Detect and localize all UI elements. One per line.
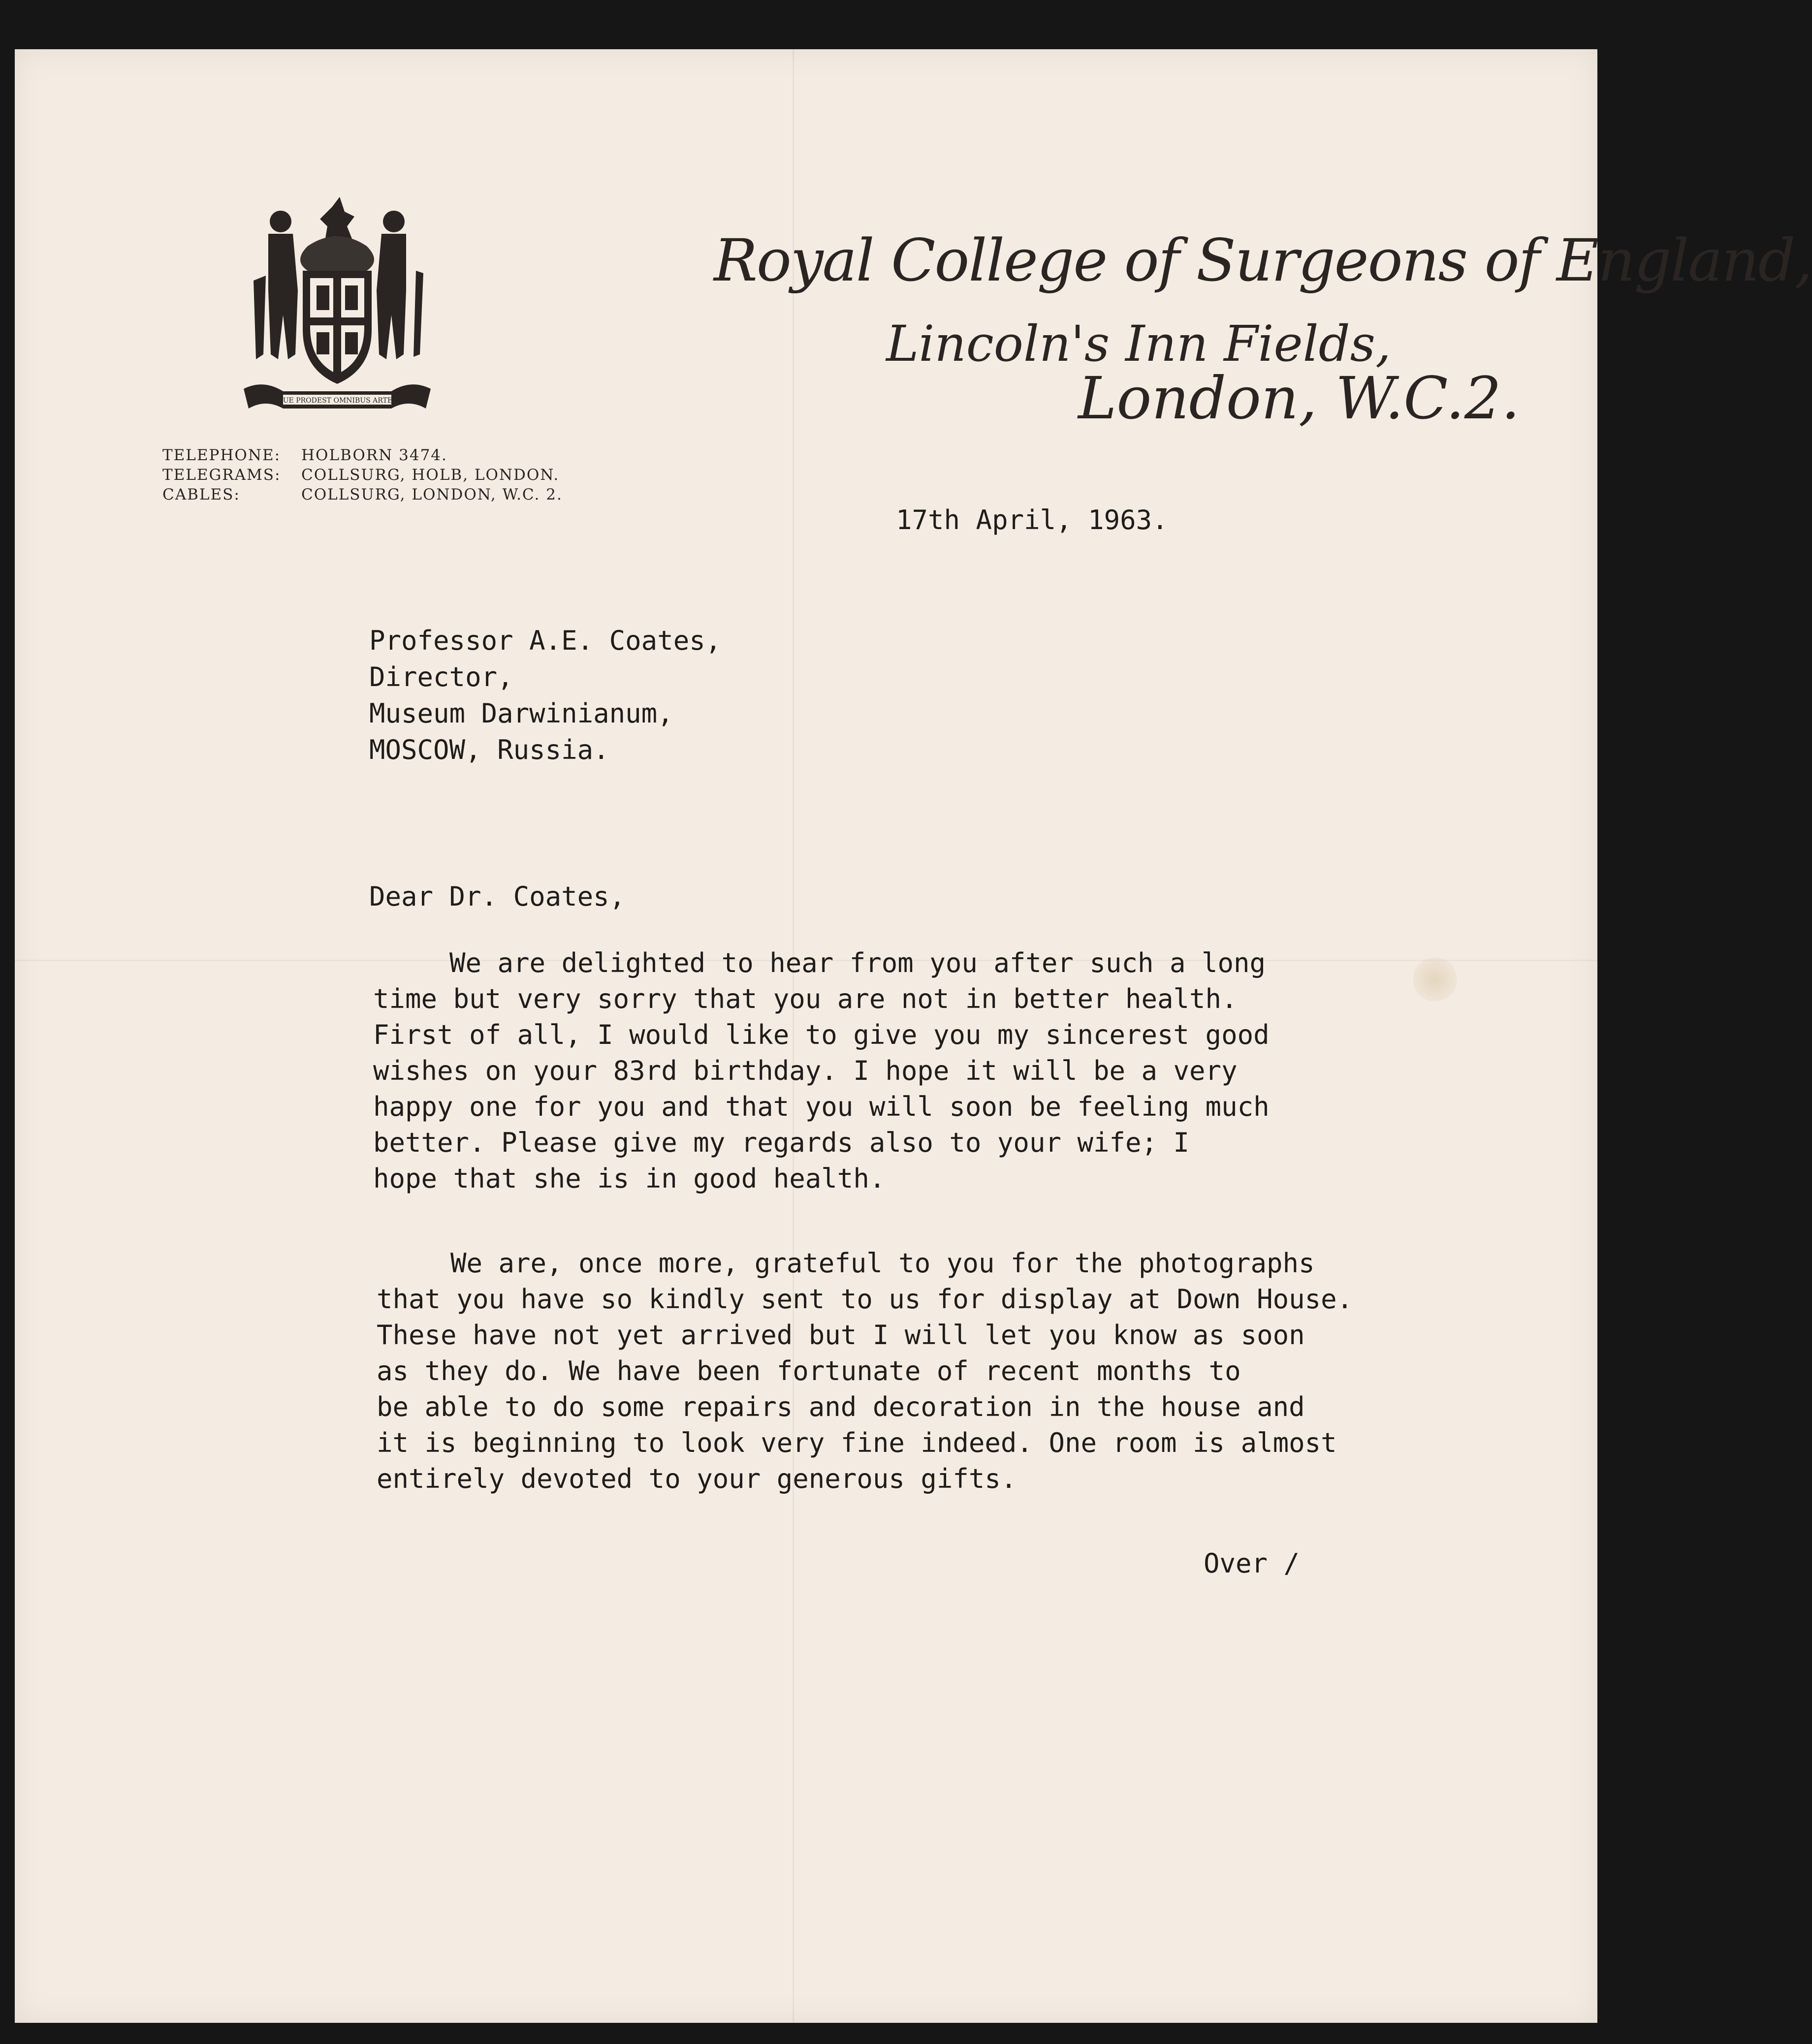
- contact-row-telegrams: [162, 465, 563, 485]
- paragraph-line: These have not yet arrived but I will let you know as soon: [377, 1320, 1305, 1351]
- contact-block: [162, 445, 563, 504]
- contact-value: HOLBORN 3474.: [301, 446, 447, 464]
- paragraph-line: We are delighted to hear from you after such a long: [449, 947, 1266, 978]
- paper-stain: [1413, 957, 1457, 1002]
- recipient-address: [369, 623, 721, 768]
- letterhead-line-3: London, W.C.2.: [1078, 364, 1520, 432]
- address-line: Museum Darwinianum,: [369, 698, 673, 729]
- over-marker: Over /: [1204, 1548, 1300, 1579]
- paragraph-2: [377, 1245, 1353, 1497]
- letter-date: 17th April, 1963.: [896, 504, 1168, 535]
- paragraph-line: wishes on your 83rd birthday. I hope it will be a very: [373, 1055, 1238, 1086]
- coat-of-arms-icon: [234, 192, 441, 418]
- salutation: Dear Dr. Coates,: [369, 881, 626, 912]
- paragraph-line: hope that she is in good health.: [373, 1163, 886, 1194]
- address-line: Director,: [369, 661, 513, 692]
- paragraph-1: [373, 945, 1270, 1196]
- letterhead-line-2: Lincoln's Inn Fields,: [886, 315, 1391, 373]
- paragraph-line: time but very sorry that you are not in better health.: [373, 983, 1238, 1014]
- paragraph-line: be able to do some repairs and decoration in the house and: [377, 1391, 1305, 1422]
- contact-label: CABLES:: [162, 486, 240, 503]
- paragraph-line: it is beginning to look very fine indeed. One room is almost: [377, 1427, 1337, 1458]
- contact-row-telephone: [162, 445, 563, 465]
- contact-value: COLLSURG, HOLB, LONDON.: [301, 466, 560, 484]
- paragraph-line: as they do. We have been fortunate of recent months to: [377, 1355, 1241, 1386]
- paragraph-line: We are, once more, grateful to you for the photographs: [450, 1248, 1315, 1279]
- contact-row-cables: [162, 485, 563, 504]
- contact-label: TELEGRAMS:: [162, 466, 281, 484]
- paragraph-line: First of all, I would like to give you my sincerest good: [373, 1019, 1270, 1050]
- letter-page: [15, 49, 1812, 2023]
- address-line: Professor A.E. Coates,: [369, 625, 722, 656]
- paragraph-line: happy one for you and that you will soon be feeling much: [373, 1091, 1270, 1122]
- address-line: MOSCOW, Russia.: [369, 734, 609, 765]
- paragraph-line: better. Please give my regards also to your wife; I: [373, 1127, 1190, 1158]
- contact-label: TELEPHONE:: [162, 446, 281, 464]
- paragraph-line: entirely devoted to your generous gifts.: [377, 1463, 1017, 1494]
- letterhead-line-1: Royal College of Surgeons of England,: [714, 226, 1812, 294]
- contact-value: COLLSURG, LONDON, W.C. 2.: [301, 486, 563, 503]
- crest-motto: QUE PRODEST OMNIBUS ARTES: [277, 397, 397, 405]
- paragraph-line: that you have so kindly sent to us for display at Down House.: [377, 1284, 1353, 1315]
